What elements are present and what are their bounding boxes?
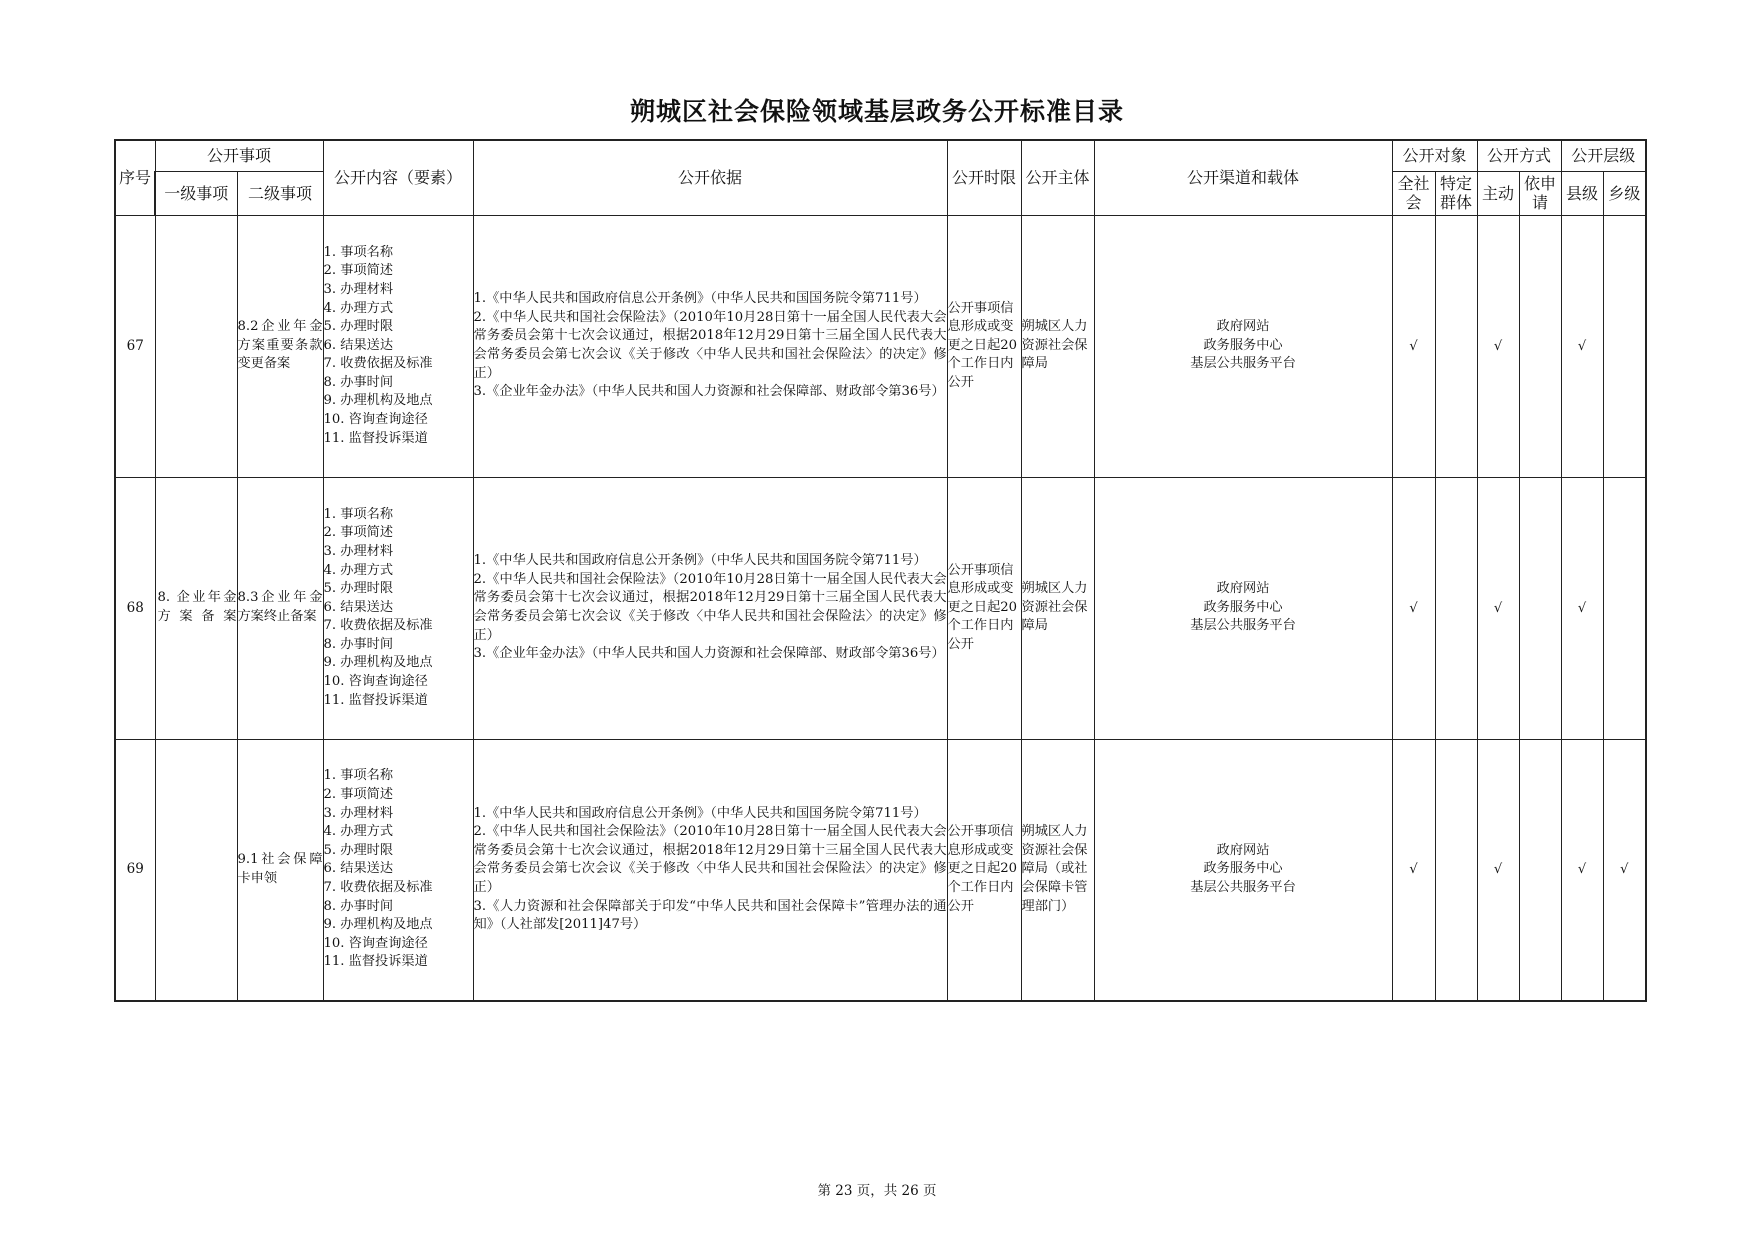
list-line: 7. 收费依据及标准 <box>323 880 433 896</box>
list-line: 5. 办理时限 <box>323 319 394 335</box>
table-row <box>115 215 1646 477</box>
header-method: 公开方式 <box>1477 140 1561 171</box>
list-line: 政务服务中心 <box>1203 599 1283 615</box>
page-title: 朔城区社会保险领域基层政务公开标准目录 <box>629 97 1124 126</box>
list-line: 11. 监督投诉渠道 <box>323 692 428 708</box>
check-tier-township: √ <box>1603 739 1646 1001</box>
row-seq: 68 <box>115 477 155 739</box>
list-line: 7. 收费依据及标准 <box>323 356 433 372</box>
list-line: 11. 监督投诉渠道 <box>323 430 428 446</box>
list-line: 4. 办理方式 <box>323 824 394 840</box>
check-method-request <box>1519 477 1561 739</box>
list-line: 3. 办理材料 <box>323 543 394 559</box>
list-line: 1. 事项名称 <box>323 244 394 260</box>
basis-cell <box>473 215 947 477</box>
list-line: 10. 咨询查询途径 <box>323 935 428 951</box>
time-cell: 公开事项信息形成或变更之日起20个工作日内公开 <box>947 477 1021 739</box>
header-target: 公开对象 <box>1392 140 1477 171</box>
check-target-all: √ <box>1392 215 1435 477</box>
list-line: 7. 收费依据及标准 <box>323 618 433 634</box>
list-line: 6. 结果送达 <box>323 599 394 615</box>
list-line: 基层公共服务平台 <box>1190 618 1296 634</box>
subject-cell: 朔城区人力资源社会保障局 <box>1021 477 1094 739</box>
list-line: 8. 办事时间 <box>323 374 394 390</box>
basis-cell <box>473 477 947 739</box>
header-row-1 <box>115 140 1646 171</box>
header-channel: 公开渠道和载体 <box>1094 140 1392 215</box>
content-items <box>323 215 473 477</box>
list-line: 1. 事项名称 <box>323 506 394 522</box>
list-line: 基层公共服务平台 <box>1190 880 1296 896</box>
content-items <box>323 739 473 1001</box>
list-line: 2. 事项简述 <box>323 525 394 541</box>
check-method-active: √ <box>1477 215 1519 477</box>
header-tier: 公开层级 <box>1561 140 1646 171</box>
list-line: 8. 办事时间 <box>323 898 394 914</box>
header-basis: 公开依据 <box>473 140 947 215</box>
list-line: 5. 办理时限 <box>323 842 394 858</box>
header-target-specific: 特定群体 <box>1435 171 1477 215</box>
table-row <box>115 739 1646 1001</box>
check-target-all: √ <box>1392 477 1435 739</box>
row-seq: 69 <box>115 739 155 1001</box>
header-tier-township: 乡级 <box>1603 171 1646 215</box>
header-tier-county: 县级 <box>1561 171 1603 215</box>
time-cell: 公开事项信息形成或变更之日起20个工作日内公开 <box>947 215 1021 477</box>
check-tier-county: √ <box>1561 215 1603 477</box>
check-method-active: √ <box>1477 739 1519 1001</box>
check-target-specific <box>1435 477 1477 739</box>
list-line: 政府网站 <box>1216 842 1270 858</box>
list-line: 3. 办理材料 <box>323 805 394 821</box>
header-target-all: 全社会 <box>1392 171 1435 215</box>
list-line: 4. 办理方式 <box>323 562 394 578</box>
list-line: 10. 咨询查询途径 <box>323 412 428 428</box>
list-line: 2.《中华人民共和国社会保险法》（2010年10月28日第十一届全国人民代表大会常务委员会第十七次会议通过，根据2018年12月29日第十三届全国人民代表大会常务委员会第七次会议《关于修改〈中华人民共和国社会保险法〉的决定》修正） <box>473 824 947 896</box>
list-line: 10. 咨询查询途径 <box>323 674 428 690</box>
level1-cell-bottom <box>155 739 237 1001</box>
level1-cell: 8. 企业年金方案备案 <box>155 477 237 739</box>
header-subject: 公开主体 <box>1021 140 1094 215</box>
list-line: 1.《中华人民共和国政府信息公开条例》（中华人民共和国国务院令第711号） <box>473 291 927 307</box>
list-line: 9. 办理机构及地点 <box>323 655 433 671</box>
check-method-active: √ <box>1477 477 1519 739</box>
list-line: 1. 事项名称 <box>323 768 394 784</box>
list-line: 2.《中华人民共和国社会保险法》（2010年10月28日第十一届全国人民代表大会常务委员会第十七次会议通过，根据2018年12月29日第十三届全国人民代表大会常务委员会第七次会议《关于修改〈中华人民共和国社会保险法〉的决定》修正） <box>473 571 947 643</box>
list-line: 1.《中华人民共和国政府信息公开条例》（中华人民共和国国务院令第711号） <box>473 805 927 821</box>
list-line: 5. 办理时限 <box>323 581 394 597</box>
table-row <box>115 477 1646 739</box>
header-content: 公开内容（要素） <box>323 140 473 215</box>
channel-cell <box>1094 215 1392 477</box>
list-line: 基层公共服务平台 <box>1190 356 1296 372</box>
level1-cell-top <box>155 215 237 477</box>
list-line: 9. 办理机构及地点 <box>323 917 433 933</box>
check-tier-township <box>1603 215 1646 477</box>
row-seq: 67 <box>115 215 155 477</box>
basis-cell <box>473 739 947 1001</box>
list-line: 9. 办理机构及地点 <box>323 393 433 409</box>
content-items <box>323 477 473 739</box>
check-method-request <box>1519 739 1561 1001</box>
list-line: 8. 办事时间 <box>323 636 394 652</box>
list-line: 6. 结果送达 <box>323 861 394 877</box>
check-tier-township <box>1603 477 1646 739</box>
list-line: 3.《企业年金办法》（中华人民共和国人力资源和社会保障部、财政部令第36号） <box>473 384 945 400</box>
disclosure-table <box>114 139 1647 1002</box>
check-tier-county: √ <box>1561 477 1603 739</box>
subject-cell: 朔城区人力资源社会保障局 <box>1021 215 1094 477</box>
list-line: 政务服务中心 <box>1203 861 1283 877</box>
list-line: 11. 监督投诉渠道 <box>323 954 428 970</box>
check-target-specific <box>1435 739 1477 1001</box>
list-line: 政务服务中心 <box>1203 337 1283 353</box>
channel-cell <box>1094 477 1392 739</box>
subject-cell: 朔城区人力资源社会保障局（或社会保障卡管理部门） <box>1021 739 1094 1001</box>
level2-cell: 8.3企业年金方案终止备案 <box>237 477 323 739</box>
list-line: 政府网站 <box>1216 581 1270 597</box>
header-method-request: 依申请 <box>1519 171 1561 215</box>
list-line: 1.《中华人民共和国政府信息公开条例》（中华人民共和国国务院令第711号） <box>473 553 927 569</box>
header-time: 公开时限 <box>947 140 1021 215</box>
list-line: 2. 事项简述 <box>323 263 394 279</box>
check-target-all: √ <box>1392 739 1435 1001</box>
list-line: 政府网站 <box>1216 319 1270 335</box>
list-line: 4. 办理方式 <box>323 300 394 316</box>
list-line: 2.《中华人民共和国社会保险法》（2010年10月28日第十一届全国人民代表大会常务委员会第十七次会议通过，根据2018年12月29日第十三届全国人民代表大会常务委员会第七次会议《关于修改〈中华人民共和国社会保险法〉的决定》修正） <box>473 309 947 381</box>
check-method-request <box>1519 215 1561 477</box>
list-line: 3.《人力资源和社会保障部关于印发“中华人民共和国社会保障卡”管理办法的通知》（人社部发[2011]47号） <box>473 898 947 933</box>
check-tier-county: √ <box>1561 739 1603 1001</box>
header-seq: 序号 <box>115 140 155 215</box>
level2-cell: 9.1社会保障卡申领 <box>237 739 323 1001</box>
list-line: 3. 办理材料 <box>323 281 394 297</box>
page-footer: 第 23 页，共 26 页 <box>817 1183 937 1199</box>
channel-cell <box>1094 739 1392 1001</box>
header-method-active: 主动 <box>1477 171 1519 215</box>
header-matters: 公开事项 <box>155 140 323 171</box>
time-cell: 公开事项信息形成或变更之日起20个工作日内公开 <box>947 739 1021 1001</box>
level2-cell: 8.2企业年金方案重要条款变更备案 <box>237 215 323 477</box>
header-level1: 一级事项 <box>155 171 237 215</box>
check-target-specific <box>1435 215 1477 477</box>
header-level2: 二级事项 <box>237 171 323 215</box>
list-line: 3.《企业年金办法》（中华人民共和国人力资源和社会保障部、财政部令第36号） <box>473 646 945 662</box>
list-line: 6. 结果送达 <box>323 337 394 353</box>
list-line: 2. 事项简述 <box>323 787 394 803</box>
